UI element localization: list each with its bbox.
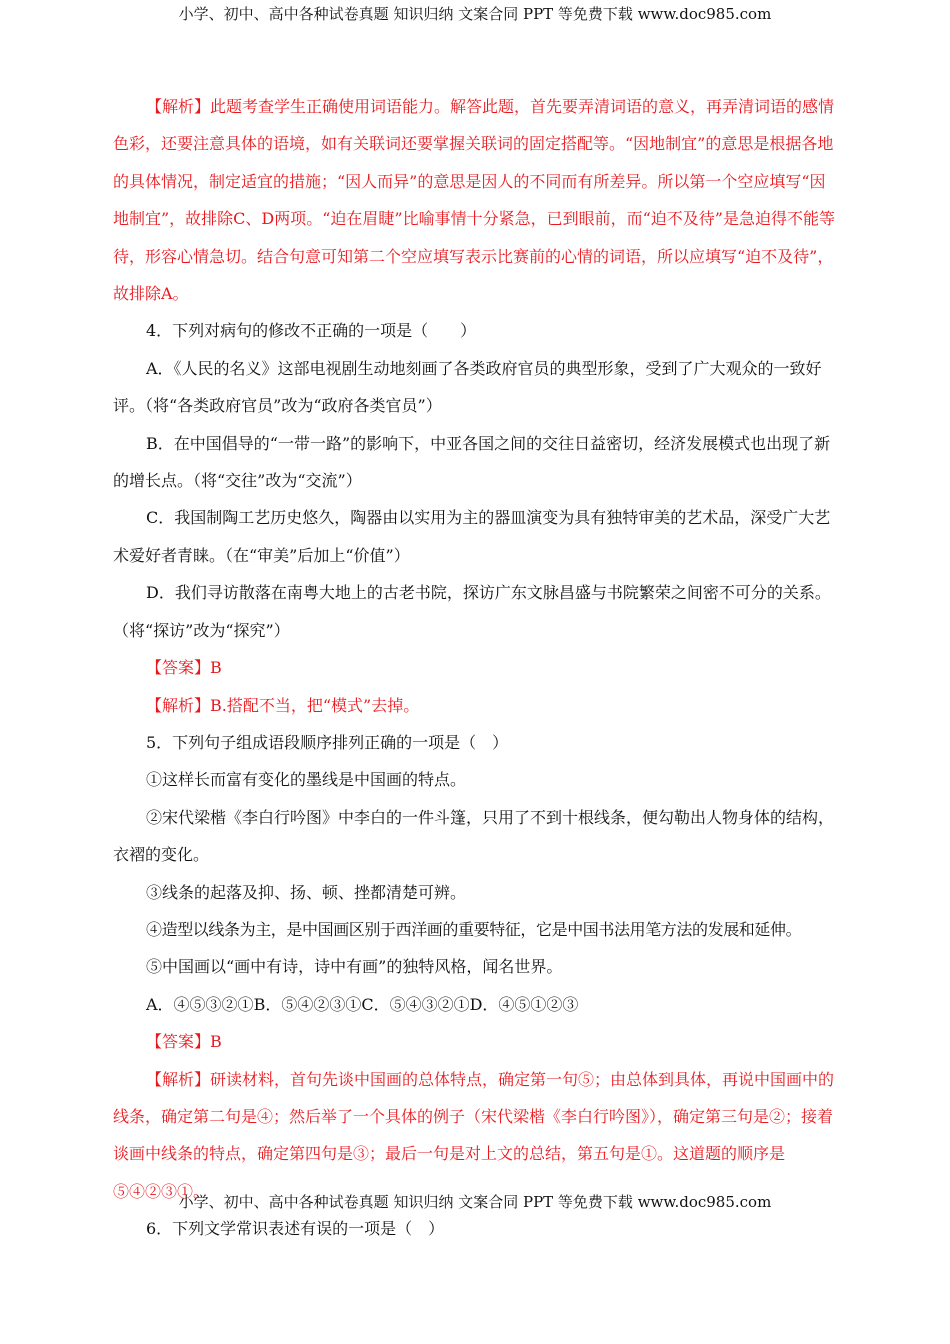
q5-sentence-3: ③线条的起落及抑、扬、顿、挫都清楚可辨。 [146,882,467,902]
q5-sentence-5: ⑤中国画以“画中有诗，诗中有画”的独特风格，闻名世界。 [146,957,563,977]
q4-answer-line [113,649,838,686]
q5-answer-line [113,1023,838,1060]
q5-option-c: C．⑤④③②① [361,994,470,1014]
answer-tag: 【答案】 [146,1032,211,1052]
page-header: 小学、初中、高中各种试卷真题 知识归纳 文案合同 PPT 等免费下载 www.doc985.com [178,5,772,23]
page-footer: 小学、初中、高中各种试卷真题 知识归纳 文案合同 PPT 等免费下载 www.doc985.com [178,1193,772,1211]
answer-tag: 【答案】 [146,658,211,678]
q5-answer: B [210,1032,222,1052]
q4-option-a: A．《人民的名义》这部电视剧生动地刻画了各类政府官员的典型形象，受到了广大观众的一致好评。（将“各类政府官员”改为“政府各类官员”） [113,358,822,416]
q4-answer: B [210,658,222,678]
q4-analysis: B.搭配不当，把“模式”去掉。 [210,695,420,715]
analysis-q3: 【解析】此题考查学生正确使用词语能力。解答此题，首先要弄清词语的意义，再弄清词语的感情色彩，还要注意具体的语境，如有关联词还要掌握关联词的固定搭配等。“因地制宜”的意思是根据各地的具体情况，制定适宜的措施；“因人而异”的意思是因人的不同而有所差异。所以第一个空应填写“因地制宜”，故排除C、D两项。“迫在眉睫”比喻事情十分紧急，已到眼前，而“迫不及待”是急迫得不能等待，形容心情急切。结合句意可知第二个空应填写表示比赛前的心情的词语，所以应填写“迫不及待”，故排除A。 [113,97,835,304]
analysis-tag: 【解析】 [146,695,211,715]
question-4: 4．下列对病句的修改不正确的一项是（ ） [146,321,477,341]
q4-option-c: C．我国制陶工艺历史悠久，陶器由以实用为主的器皿演变为具有独特审美的艺术品，深受广大艺术爱好者青睐。（在“审美”后加上“价值”） [113,508,831,565]
q4-analysis-line [113,687,838,724]
analysis-q5: 【解析】研读材料，首句先谈中国画的总体特点，确定第一句⑤；由总体到具体，再说中国画中的线条，确定第二句是④；然后举了一个具体的例子（宋代梁楷《李白行吟图》），确定第三句是②；接着谈画中线条的特点，确定第四句是③；最后一句是对上文的总结，第五句是①。这道题的顺序是⑤④②③①。 [113,1069,835,1201]
question-6: 6．下列文学常识表述有误的一项是（ ） [146,1219,445,1239]
question-5: 5．下列句子组成语段顺序排列正确的一项是（ ） [146,732,509,752]
q5-sentence-1: ①这样长而富有变化的墨线是中国画的特点。 [146,770,467,790]
q4-option-d: D．我们寻访散落在南粤大地上的古老书院，探访广东文脉昌盛与书院繁荣之间密不可分的关系。（将“探访”改为“探究”） [113,583,831,640]
q5-options [113,986,838,1023]
document-body [113,88,838,1248]
q4-option-b: B．在中国倡导的“一带一路”的影响下，中亚各国之间的交往日益密切，经济发展模式也出现了新的增长点。（将“交往”改为“交流”） [113,433,831,491]
q5-option-b: B．⑤④②③① [253,994,362,1014]
q5-option-d: D．④⑤①②③ [469,994,579,1014]
q5-sentence-2: ②宋代梁楷《李白行吟图》中李白的一件斗篷，只用了不到十根线条，便勾勒出人物身体的结构，衣褶的变化。 [113,807,835,865]
q5-sentence-4: ④造型以线条为主，是中国画区别于西洋画的重要特征，它是中国书法用笔方法的发展和延伸。 [146,919,802,939]
q5-option-a: A．④⑤③②① [146,994,254,1014]
